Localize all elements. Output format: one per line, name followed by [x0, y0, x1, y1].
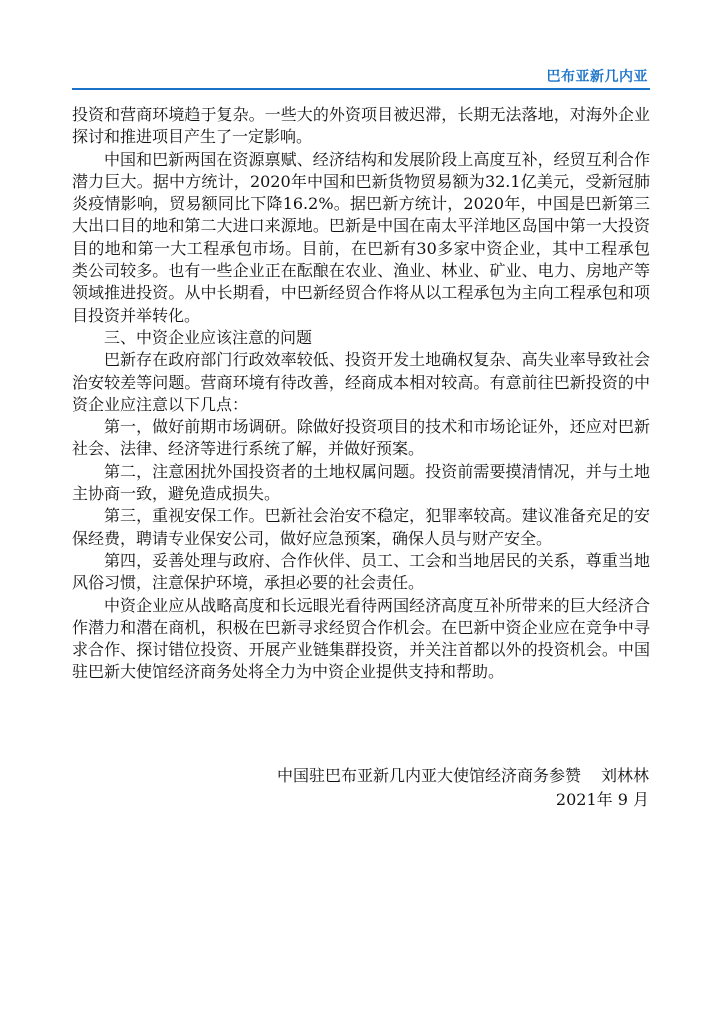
paragraph-trade-cooperation: 中国和巴新两国在资源禀赋、经济结构和发展阶段上高度互补，经贸互利合作潜力巨大。据中方统计，2020年中国和巴新货物贸易额为32.1亿美元，受新冠肺炎疫情影响，贸易额同比下降16.2%。据巴新方统计，2020年，中国是巴新第三大出口目的地和第二大进口来源地。巴新是中国在南太平洋地区岛国中第一大投资目的地和第一大工程承包市场。目前，在巴新有30多家中资企业，其中工程承包类公司较多。也有一些企业正在酝酿在农业、渔业、林业、矿业、电力、房地产等领域推进投资。从中长期看，中巴新经贸合作将从以工程承包为主向工程承包和项目投资并举转化。: [72, 149, 650, 325]
signature-name: 刘林林: [600, 766, 649, 785]
paragraph-conclusion: 中资企业应从战略高度和长远眼光看待两国经济高度互补所带来的巨大经济合作潜力和潜在商机，积极在巴新寻求经贸合作机会。在巴新中资企业应在竞争中寻求合作、探讨错位投资、开展产业链集群投资，并关注首都以外的投资机会。中国驻巴新大使馆经济商务处将全力为中资企业提供支持和帮助。: [72, 595, 650, 682]
section-heading: 三、中资企业应该注意的问题: [104, 327, 313, 347]
paragraph-point-1: 第一，做好前期市场调研。除做好投资项目的技术和市场论证外，还应对巴新社会、法律、经济等进行系统了解，并做好预案。: [72, 417, 650, 459]
signature-date: 2021年 9 月: [555, 790, 649, 809]
signature-org: 中国驻巴布亚新几内亚大使馆经济商务参赞: [276, 766, 581, 785]
paragraph-point-3: 第三，重视安保工作。巴新社会治安不稳定，犯罪率较高。建议准备充足的安保经费，聘请专业保安公司，做好应急预案，确保人员与财产安全。: [72, 506, 650, 548]
paragraph-continuation: 投资和营商环境趋于复杂。一些大的外资项目被迟滞，长期无法落地，对海外企业探讨和推进项目产生了一定影响。: [72, 105, 650, 147]
paragraph-issues-intro: 巴新存在政府部门行政效率较低、投资开发土地确权复杂、高失业率导致社会治安较差等问题。营商环境有待改善，经商成本相对较高。有意前往巴新投资的中资企业应注意以下几点：: [72, 350, 650, 414]
paragraph-point-4: 第四，妥善处理与政府、合作伙伴、员工、工会和当地居民的关系，尊重当地风俗习惯，注意保护环境，承担必要的社会责任。: [72, 550, 650, 593]
paragraph-point-2: 第二，注意困扰外国投资者的土地权属问题。投资前需要摸清情况，并与土地主协商一致，避免造成损失。: [72, 461, 650, 504]
signature-line: [277, 764, 649, 788]
article-body: [72, 104, 650, 684]
header-title: 巴布亚新几内亚: [546, 69, 648, 85]
page-header: [72, 60, 650, 90]
signature-block: [277, 764, 649, 812]
